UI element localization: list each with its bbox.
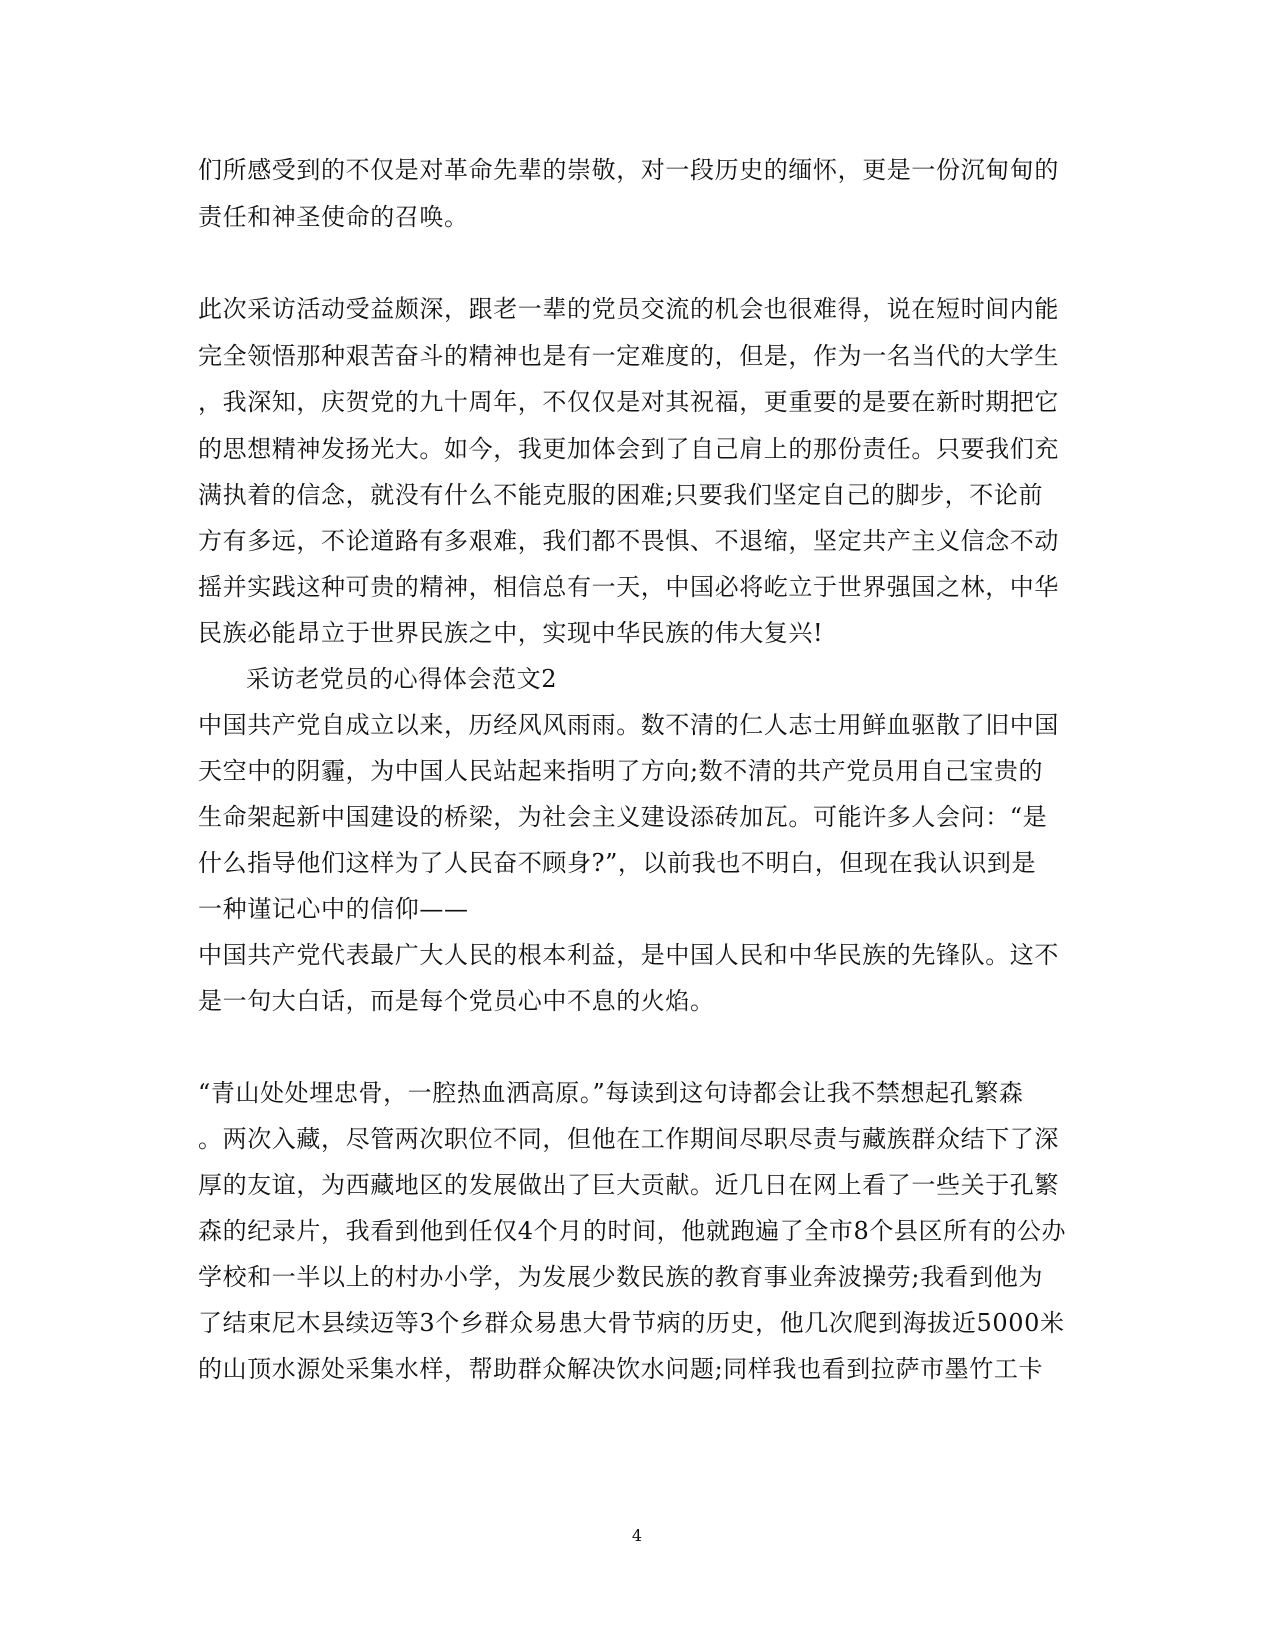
text-line: 责任和神圣使命的召唤。: [198, 203, 469, 231]
text-line: 森的纪录片，我看到他到任仅4个月的时间，他就跑遍了全市8个县区所有的公办: [198, 1217, 1067, 1245]
section-heading: 采访老党员的心得体会范文2: [246, 665, 558, 693]
text-line: 完全领悟那种艰苦奋斗的精神也是有一定难度的，但是，作为一名当代的大学生: [198, 342, 1059, 370]
text-line: 什么指导他们这样为了人民奋不顾身?”，以前我也不明白，但现在我认识到是: [198, 849, 1037, 877]
text-line: 的思想精神发扬光大。如今，我更加体会到了自己肩上的那份责任。只要我们充: [198, 435, 1059, 463]
text-line: 此次采访活动受益颇深，跟老一辈的党员交流的机会也很难得，说在短时间内能: [198, 295, 1059, 323]
text-line: 了结束尼木县续迈等3个乡群众易患大骨节病的历史，他几次爬到海拔近5000米: [198, 1309, 1065, 1337]
page-number: 4: [631, 1526, 643, 1545]
text-line: 中国共产党自成立以来，历经风风雨雨。数不清的仁人志士用鲜血驱散了旧中国: [198, 711, 1059, 739]
text-line: 满执着的信念，就没有什么不能克服的困难;只要我们坚定自己的脚步，不论前: [198, 481, 1044, 509]
text-line: 中国共产党代表最广大人民的根本利益，是中国人民和中华民族的先锋队。这不: [198, 941, 1059, 969]
text-line: 厚的友谊，为西藏地区的发展做出了巨大贡献。近几日在网上看了一些关于孔繁: [198, 1171, 1059, 1199]
text-line: 们所感受到的不仅是对革命先辈的崇敬，对一段历史的缅怀，更是一份沉甸甸的: [198, 156, 1059, 184]
text-line: 方有多远，不论道路有多艰难，我们都不畏惧、不退缩，坚定共产主义信念不动: [198, 527, 1059, 555]
text-line: 的山顶水源处采集水样，帮助群众解决饮水问题;同样我也看到拉萨市墨竹工卡: [198, 1355, 1044, 1383]
text-line: 是一句大白话，而是每个党员心中不息的火焰。: [198, 987, 715, 1015]
text-line: 天空中的阴霾，为中国人民站起来指明了方向;数不清的共产党员用自己宝贵的: [198, 757, 1044, 785]
text-line: 学校和一半以上的村办小学，为发展少数民族的教育事业奔波操劳;我看到他为: [198, 1263, 1044, 1291]
text-line: 。两次入藏，尽管两次职位不同，但他在工作期间尽职尽责与藏族群众结下了深: [198, 1125, 1059, 1153]
text-line: 民族必能昂立于世界民族之中，实现中华民族的伟大复兴!: [198, 619, 824, 647]
text-line: 摇并实践这种可贵的精神，相信总有一天，中国必将屹立于世界强国之林，中华: [198, 573, 1059, 601]
text-line: 一种谨记心中的信仰——: [198, 895, 469, 923]
text-line: ，我深知，庆贺党的九十周年，不仅仅是对其祝福，更重要的是要在新时期把它: [198, 388, 1059, 416]
text-line: “青山处处埋忠骨，一腔热血洒高原。”每读到这句诗都会让我不禁想起孔繁森: [198, 1079, 1024, 1107]
text-line: 生命架起新中国建设的桥梁，为社会主义建设添砖加瓦。可能许多人会问：“是: [198, 803, 1048, 831]
